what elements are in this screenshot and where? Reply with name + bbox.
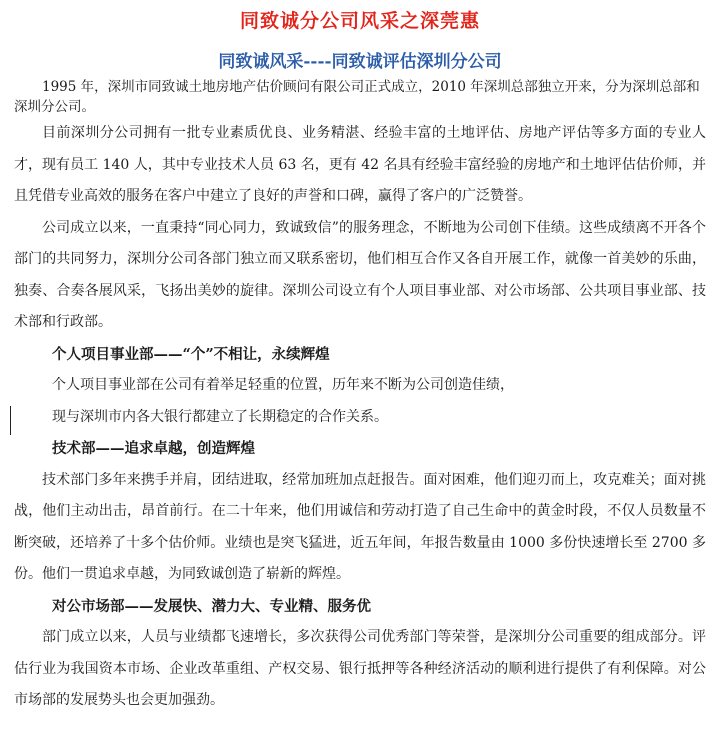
article-subtitle: 同致诚风采----同致诚评估深圳分公司: [218, 52, 502, 72]
section-heading-personal-projects: 个人项目事业部——“个”不相让，永续辉煌: [52, 345, 330, 363]
staff-paragraph: 目前深圳分公司拥有一批专业素质优良、业务精湛、经验丰富的土地评估、房地产评估等多方面的专业人才，现有员工 140 人，其中专业技术人员 63 名，更有 42 名具有经验丰富经验的房地产和土地评估估价师，并且凭借专业高效的服务在客户中建立了良好的声誉和口碑，赢得了客户的广泛赞誉。: [14, 125, 706, 204]
intro-paragraph: 1995 年，深圳市同致诚土地房地产估价顾问有限公司正式成立，2010 年深圳总部独立开来，分为深圳总部和深圳分公司。: [14, 79, 700, 115]
personal-projects-line-2: 现与深圳市内各大银行都建立了长期稳定的合作关系。: [52, 408, 388, 425]
section-heading-corporate-market: 对公市场部——发展快、潜力大、专业精、服务优: [52, 597, 371, 615]
technical-paragraph: 技术部门多年来携手并肩，团结进取，经常加班加点赶报告。面对困难，他们迎刃而上，攻克难关；面对挑战，他们主动出击，昂首前行。在二十年来，他们用诚信和劳动打造了自己生命中的黄金时段，不仅人员数量不断突破，还培养了十多个估价师。业绩也是突飞猛进，近五年间，年报告数量由 1000 多份快速增长至 2700 多份。他们一贯追求卓越，为同致诚创造了崭新的辉煌。: [14, 471, 706, 582]
corporate-market-paragraph: 部门成立以来，人员与业绩都飞速增长，多次获得公司优秀部门等荣誉，是深圳分公司重要的组成部分。评估行业为我国资本市场、企业改革重组、产权交易、银行抵押等各种经济活动的顺利进行提供了有利保障。对公市场部的发展势头也会更加强劲。: [14, 629, 706, 708]
section-heading-technical: 技术部——追求卓越，创造辉煌: [52, 440, 255, 457]
article-title: 同致诚分公司风采之深莞惠: [239, 10, 480, 32]
personal-projects-line-1: 个人项目事业部在公司有着举足轻重的位置，历年来不断为公司创造佳绩，: [52, 377, 514, 393]
departments-paragraph: 公司成立以来，一直秉持“同心同力，致诚致信”的服务理念，不断地为公司创下佳绩。这些成绩离不开各个部门的共同努力，深圳分公司各部门独立而又联系密切，他们相互合作又各自开展工作，就像一首美妙的乐曲，独奏、合奏各展风采，飞扬出美妙的旋律。深圳公司设立有个人项目事业部、对公市场部、公共项目事业部、技术部和行政部。: [14, 219, 706, 330]
text-cursor: [10, 406, 11, 435]
